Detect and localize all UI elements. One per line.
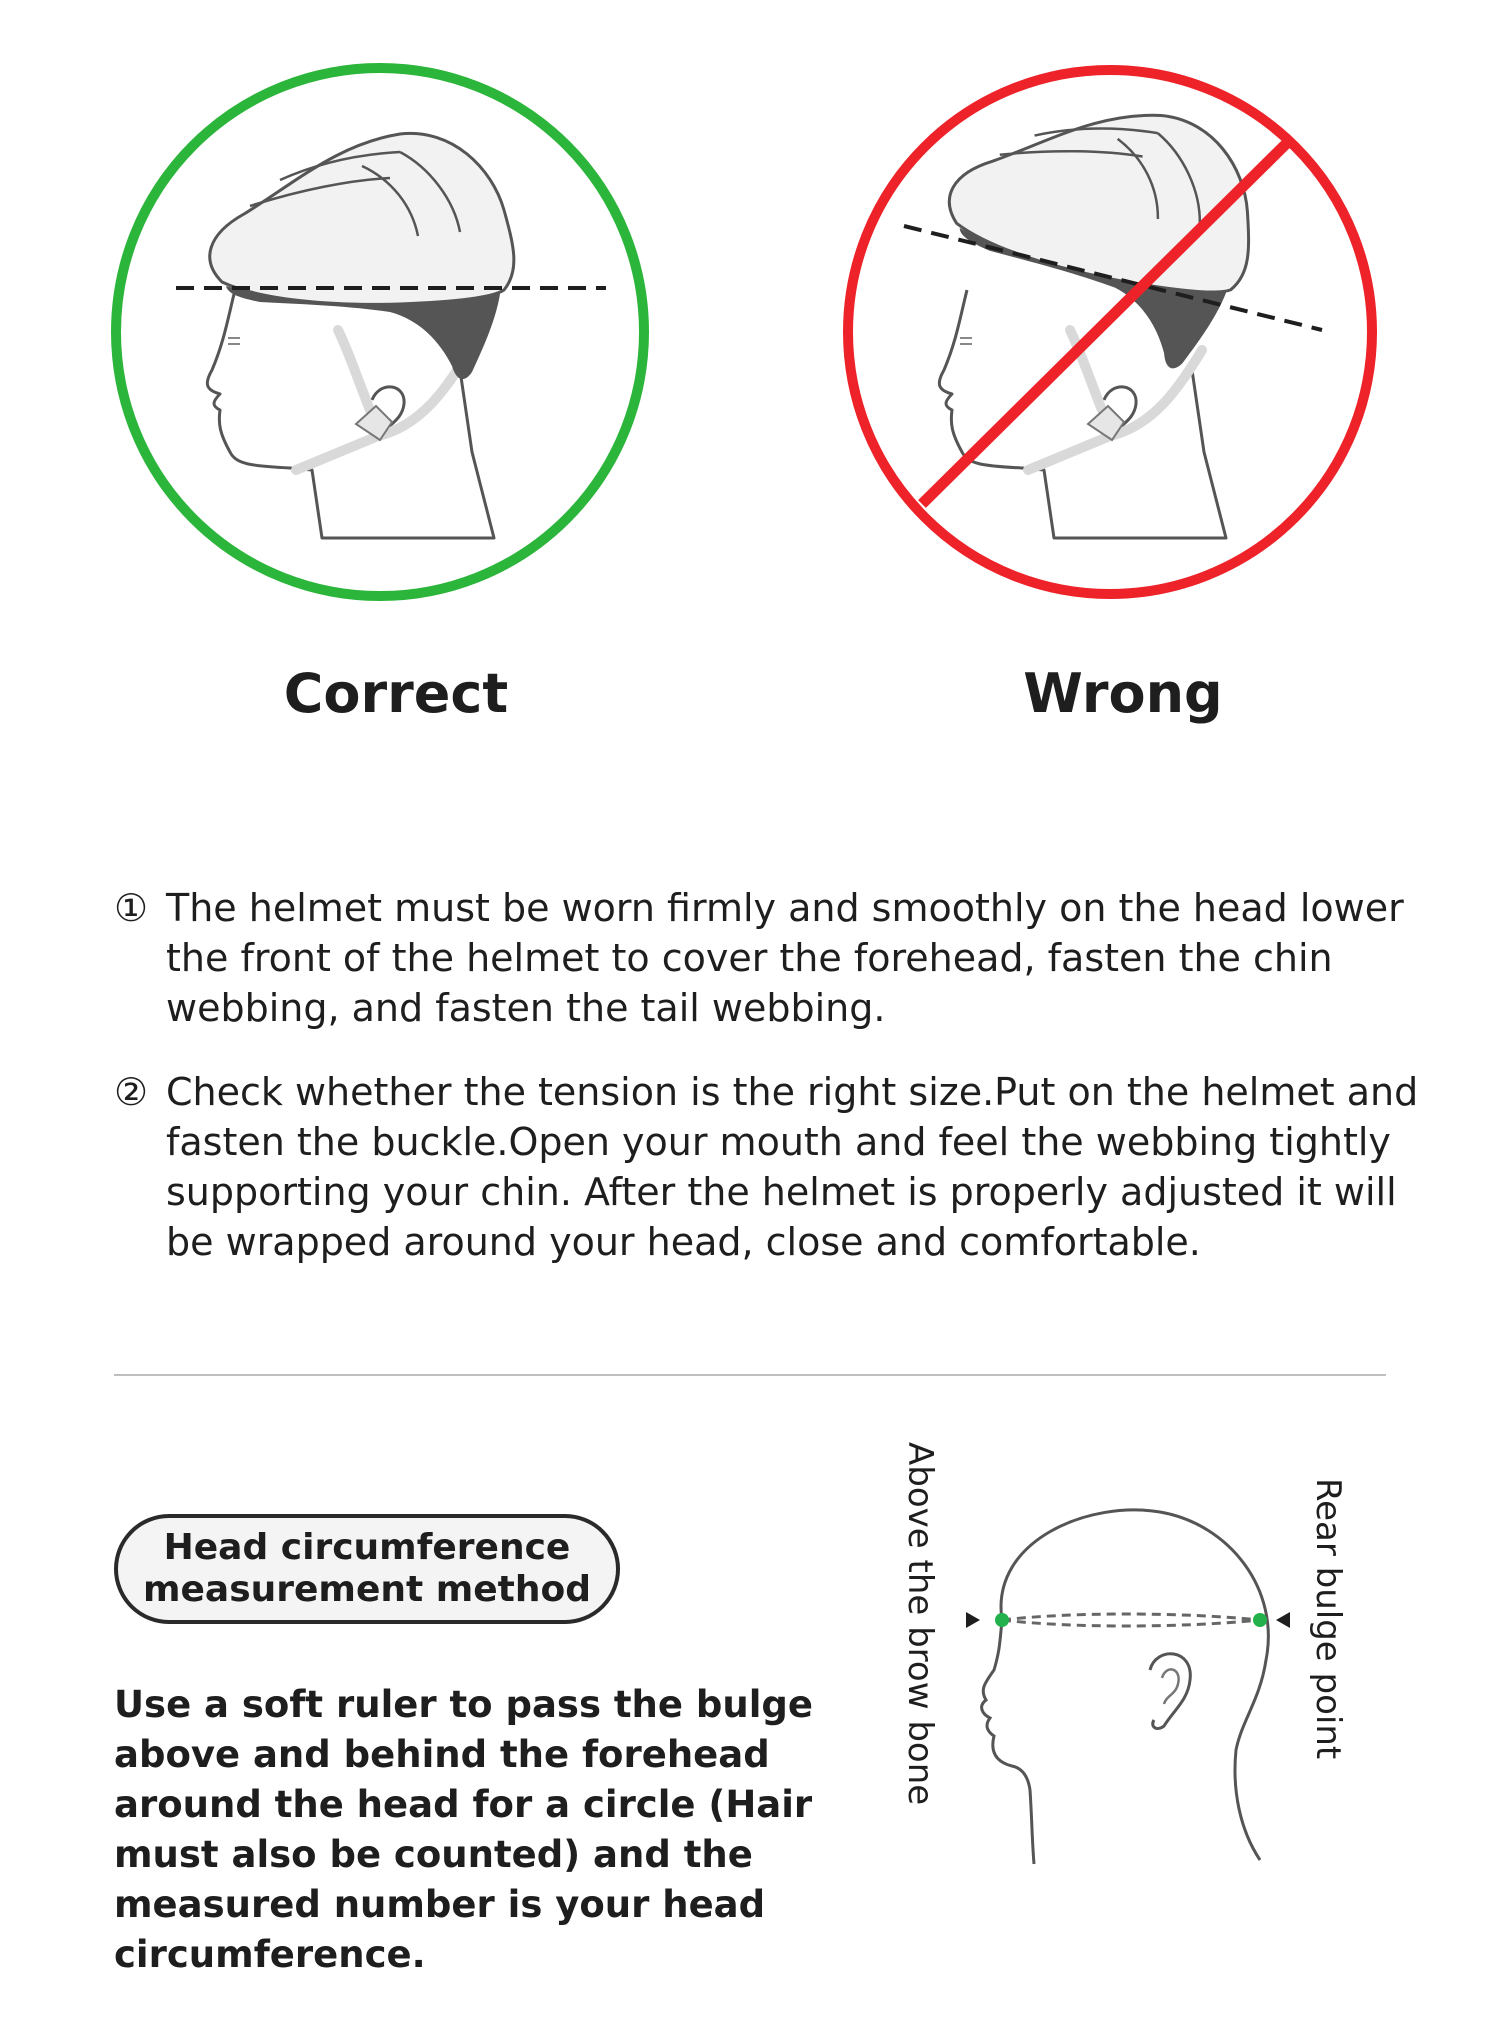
measurement-title-line-1: Head circumference: [163, 1527, 571, 1568]
instruction-text: Check whether the tension is the right size.Put on the helmet and fasten the buckle.Open your mouth and feel the webbing tightly supporting your chin. After the helmet is properly adjusted it will be wrapped around your head, close and comfortable.: [166, 1070, 1419, 1264]
ear-inner: [1162, 1669, 1179, 1704]
front-marker-dot: [995, 1613, 1009, 1627]
helmet-shell: [940, 75, 1273, 305]
rear-marker-dot: [1253, 1613, 1267, 1627]
nose-hint: [228, 338, 240, 344]
instruction-item: [114, 883, 1444, 1033]
correct-figure: [100, 50, 660, 620]
helmet-shell: [210, 133, 514, 304]
measurement-title-badge: [114, 1514, 620, 1624]
instruction-text: The helmet must be worn firmly and smoothly on the head lower the front of the helmet to cover the forehead, fasten the chin webbing, and fasten the tail webbing.: [166, 886, 1404, 1030]
ear: [1150, 1654, 1190, 1729]
head-outline: [1001, 1510, 1268, 1860]
tape-back: [1002, 1614, 1260, 1620]
face-profile: [982, 1620, 1034, 1864]
tape-front: [1002, 1620, 1260, 1626]
section-divider: [114, 1374, 1386, 1376]
correct-caption: Correct: [283, 662, 509, 725]
instruction-item: [114, 1067, 1444, 1267]
front-marker-arrow-icon: [966, 1612, 980, 1628]
label-above-brow-bone: Above the brow bone: [900, 1442, 940, 1806]
nose-hint: [960, 338, 972, 344]
measurement-description: Use a soft ruler to pass the bulge above and behind the forehead around the head for a circle (Hair must also be counted) and the measured number is your head circumference.: [114, 1683, 813, 1976]
label-rear-bulge-point: Rear bulge point: [1308, 1478, 1348, 1760]
wrong-caption: Wrong: [1023, 662, 1223, 725]
rear-marker-arrow-icon: [1276, 1612, 1290, 1628]
instruction-number: ②: [114, 1070, 149, 1114]
head-measure-diagram: [950, 1500, 1310, 1880]
measurement-title-line-2: measurement method: [142, 1569, 591, 1610]
instruction-number: ①: [114, 886, 149, 930]
instruction-list: [114, 883, 1444, 1301]
wrong-figure: [832, 50, 1392, 620]
